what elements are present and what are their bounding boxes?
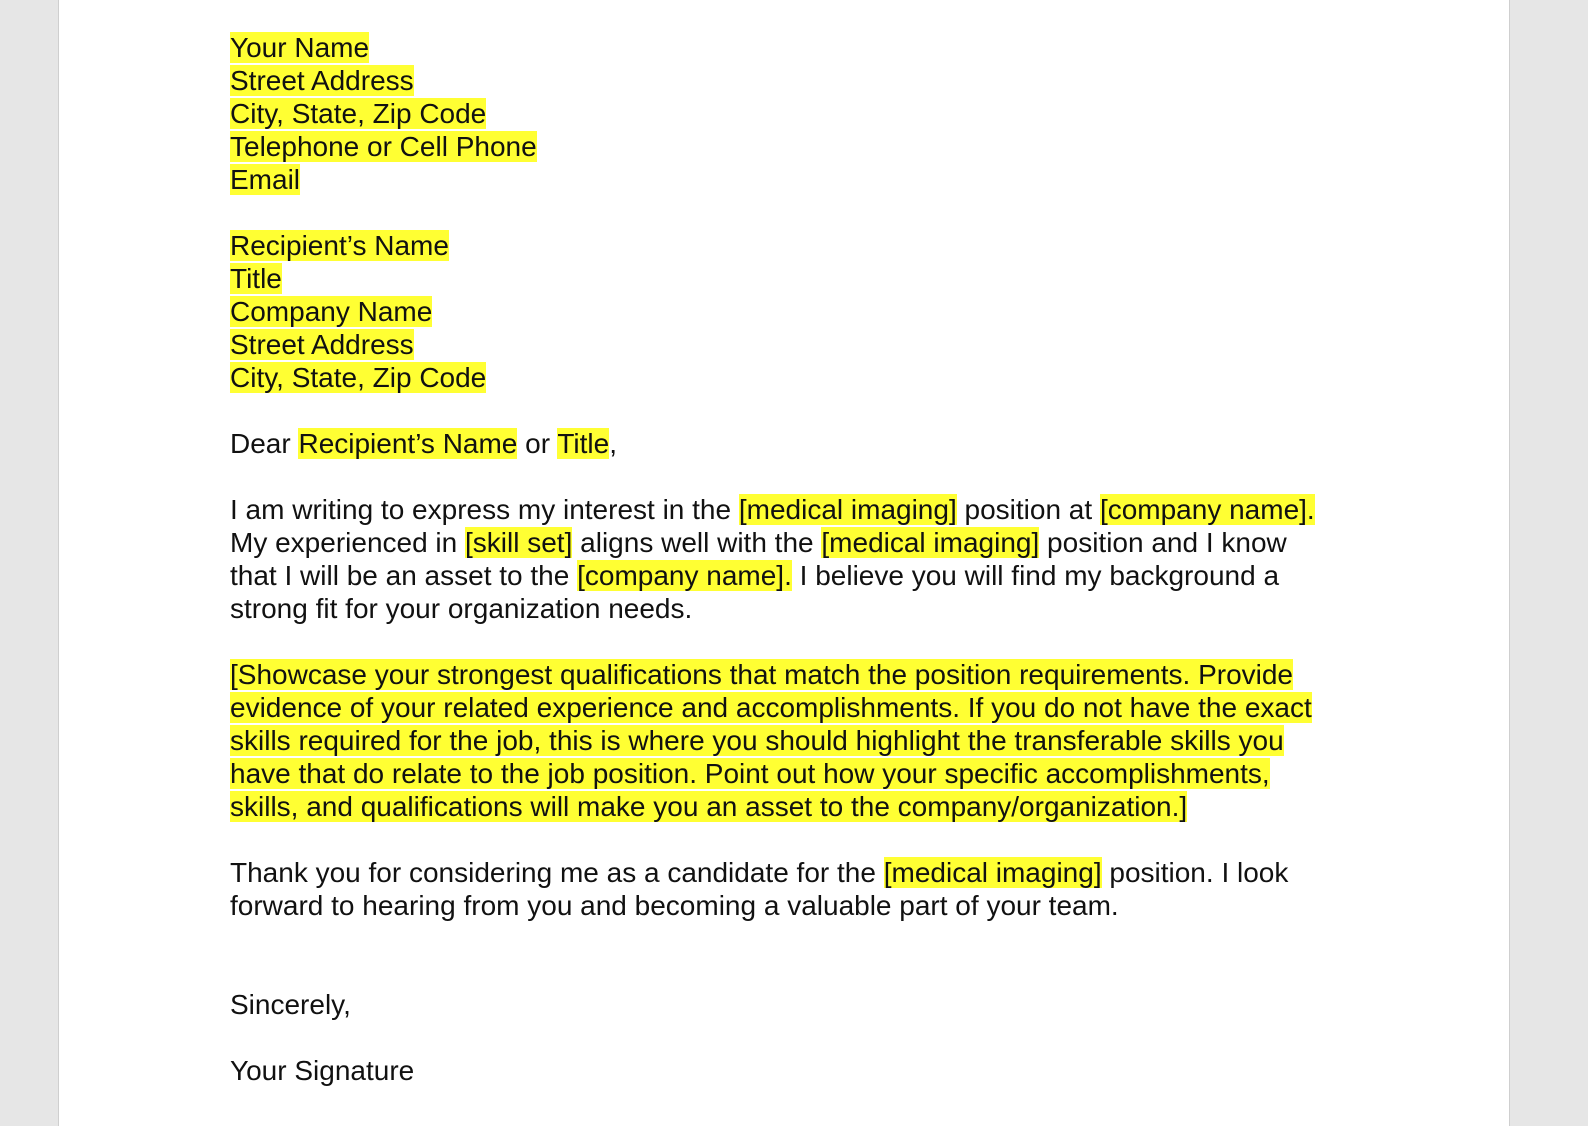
- intro-text: I am writing to express my interest in the: [230, 494, 739, 525]
- qualifications-paragraph: [230, 658, 1350, 823]
- position-placeholder: [medical imaging]: [821, 527, 1040, 558]
- thank-you-text: position. I look: [1101, 857, 1289, 888]
- salutation-name: Recipient’s Name: [298, 428, 518, 459]
- salutation-or: or: [517, 428, 558, 459]
- sender-phone: Telephone or Cell Phone: [230, 131, 537, 162]
- intro-text: that I will be an asset to the: [230, 560, 578, 591]
- position-placeholder: [medical imaging]: [738, 494, 957, 525]
- intro-text: strong fit for your organization needs.: [230, 593, 693, 624]
- closing-text: Sincerely,: [230, 989, 351, 1020]
- recipient-address-block: [230, 229, 1350, 394]
- intro-paragraph: [230, 493, 1350, 625]
- signature-text: Your Signature: [230, 1055, 415, 1086]
- thank-you-text: Thank you for considering me as a candidate for the: [230, 857, 884, 888]
- recipient-company: Company Name: [230, 296, 433, 327]
- qualifications-line: skills, and qualifications will make you an asset to the company/organization.]: [230, 791, 1188, 822]
- salutation-title: Title: [557, 428, 610, 459]
- intro-text: My experienced in: [230, 527, 466, 558]
- thank-you-paragraph: [230, 856, 1350, 922]
- thank-you-text: forward to hearing from you and becoming a valuable part of your team.: [230, 890, 1119, 921]
- sender-email: Email: [230, 164, 301, 195]
- signature: [230, 1054, 1350, 1087]
- skill-placeholder: [skill set]: [465, 527, 573, 558]
- qualifications-line: [Showcase your strongest qualifications that match the position requirements. Provide: [230, 659, 1294, 690]
- position-placeholder: [medical imaging]: [883, 857, 1102, 888]
- sender-city: City, State, Zip Code: [230, 98, 487, 129]
- recipient-street: Street Address: [230, 329, 414, 360]
- company-placeholder: [company name].: [1099, 494, 1315, 525]
- qualifications-line: skills required for the job, this is where you should highlight the transferable skills you: [230, 725, 1284, 756]
- sender-address-block: [230, 31, 1350, 196]
- qualifications-line: have that do relate to the job position. Point out how your specific accomplishments,: [230, 758, 1270, 789]
- intro-text: I believe you will find my background a: [791, 560, 1280, 591]
- recipient-name: Recipient’s Name: [230, 230, 449, 261]
- intro-text: position at: [956, 494, 1100, 525]
- sender-name: Your Name: [230, 32, 370, 63]
- salutation-dear: Dear: [230, 428, 299, 459]
- intro-text: aligns well with the: [572, 527, 822, 558]
- letter-body: [230, 31, 1350, 1087]
- intro-text: position and I know: [1039, 527, 1287, 558]
- closing: [230, 988, 1350, 1021]
- document-page: [58, 0, 1510, 1126]
- recipient-city: City, State, Zip Code: [230, 362, 487, 393]
- salutation-comma: ,: [609, 428, 617, 459]
- qualifications-line: evidence of your related experience and accomplishments. If you do not have the exact: [230, 692, 1312, 723]
- company-placeholder: [company name].: [577, 560, 792, 591]
- sender-street: Street Address: [230, 65, 414, 96]
- salutation: [230, 427, 1350, 460]
- recipient-title: Title: [230, 263, 282, 294]
